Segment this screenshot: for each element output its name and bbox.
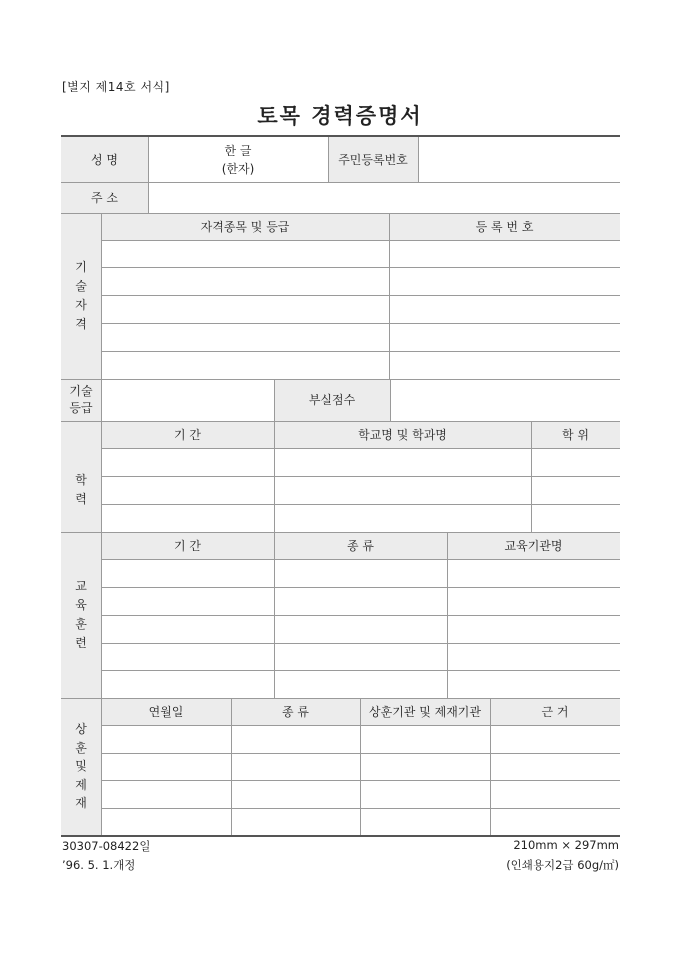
- penalty-score-field[interactable]: [390, 379, 620, 421]
- name-hangul-hanja: [148, 139, 328, 181]
- hangul-label: 한 글: [224, 144, 252, 158]
- award-basis-header: 근 거: [541, 704, 569, 719]
- award-institution-header: 상훈기관 및 제재기관: [369, 704, 481, 719]
- school-department-header: 학교명 및 학과명: [358, 427, 447, 442]
- id-number-label: 주민등록번호: [338, 152, 408, 167]
- name-label: 성 명: [91, 152, 118, 167]
- award-type-header: 종 류: [282, 704, 309, 719]
- degree-header: 학 위: [562, 427, 589, 442]
- qualification-type-header: 자격종목 및 등급: [200, 219, 290, 234]
- paper-spec: (인쇄용지2급 60g/㎡): [506, 858, 619, 872]
- id-number-field[interactable]: [418, 137, 620, 182]
- paper-size: 210mm × 297mm: [513, 838, 619, 852]
- training-type-header: 종 류: [347, 538, 374, 553]
- revision-date: ’96. 5. 1.개정: [62, 858, 136, 872]
- award-date-header: 연월일: [148, 704, 184, 719]
- page-title: 토목 경력증명서: [257, 104, 423, 128]
- training-period-header: 기 간: [174, 538, 201, 553]
- address-field[interactable]: [148, 182, 620, 213]
- hanja-label: (한자): [221, 162, 255, 176]
- tech-grade-label: 기술 등급: [69, 383, 93, 415]
- certificate-form: [61, 135, 620, 837]
- awards-section-label: 상 훈 및 제 재: [75, 722, 87, 811]
- education-section-label: 학 력: [75, 472, 87, 506]
- tech-grade-field[interactable]: [101, 379, 274, 421]
- qualification-section-label: 기 술 자 격: [75, 259, 87, 332]
- training-institution-header: 교육기관명: [504, 538, 563, 553]
- registration-number-header: 등 록 번 호: [475, 219, 534, 234]
- form-code-footer: 30307-08422일: [62, 839, 151, 853]
- penalty-score-label: 부실점수: [308, 393, 356, 407]
- form-number: [별지 제14호 서식]: [62, 80, 170, 94]
- training-section-label: 교 육 훈 련: [75, 578, 87, 651]
- address-label: 주 소: [91, 190, 118, 205]
- education-period-header: 기 간: [174, 427, 201, 442]
